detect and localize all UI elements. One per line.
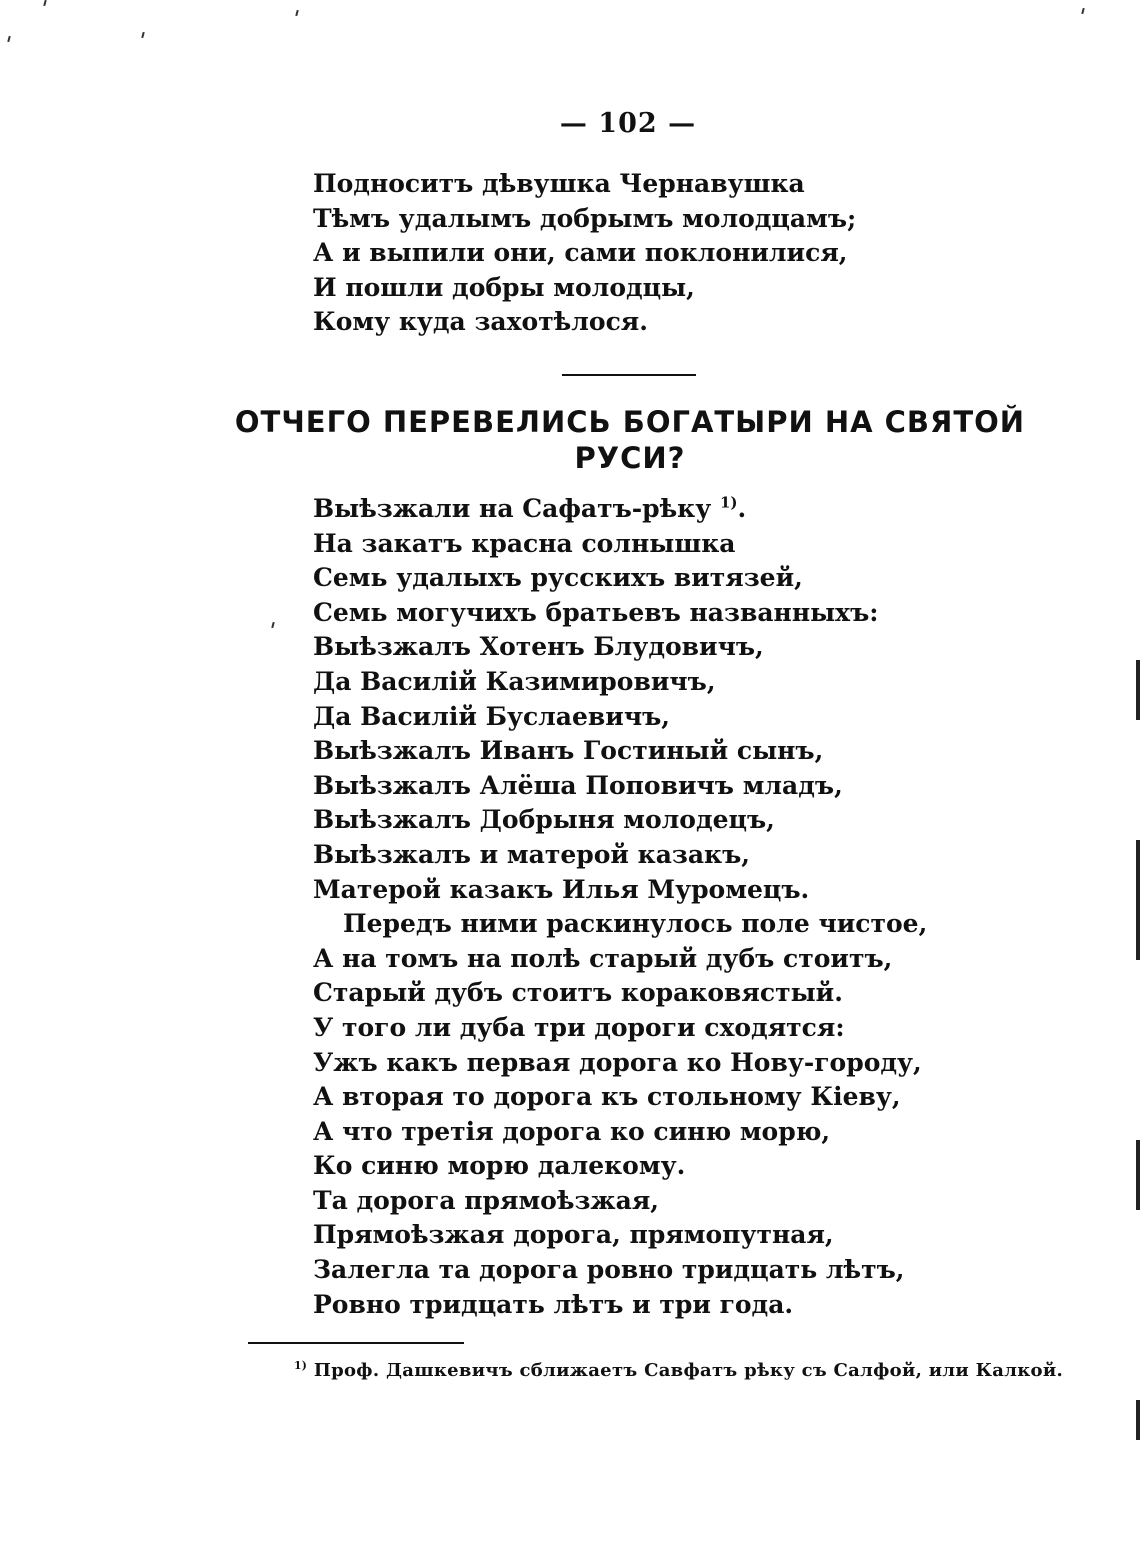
verse-line xyxy=(313,700,927,735)
verse-line xyxy=(313,665,927,700)
verse-line-text: Семь удалыхъ русскихъ витязей, xyxy=(313,563,803,593)
verse-line xyxy=(313,596,927,631)
verse-line xyxy=(313,1218,927,1253)
scan-edge-mark xyxy=(1136,1400,1140,1440)
verse-block-top xyxy=(313,167,856,340)
verse-line xyxy=(313,976,927,1011)
verse-line-text: Выѣзжалъ Добрыня молодецъ, xyxy=(313,805,775,835)
verse-line-text: А что третія дорога ко синю морю, xyxy=(313,1116,831,1146)
section-divider xyxy=(562,374,696,376)
verse-line-text: Ко синю морю далекому. xyxy=(313,1151,686,1181)
verse-line-text: Ровно тридцать лѣтъ и три года. xyxy=(313,1289,794,1319)
verse-line xyxy=(313,1115,927,1150)
verse-line xyxy=(313,1011,927,1046)
verse-line xyxy=(313,1184,927,1219)
scan-speck xyxy=(295,10,298,16)
verse-line-text: А вторая то дорога къ стольному Кіеву, xyxy=(313,1082,901,1112)
verse-line xyxy=(313,803,927,838)
verse-line-text: У того ли дуба три дороги сходятся: xyxy=(313,1012,845,1042)
verse-block-main xyxy=(313,492,927,1322)
verse-line-text: Матерой казакъ Илья Муромецъ. xyxy=(313,874,810,904)
verse-line: И пошли добры молодцы, xyxy=(313,272,695,302)
verse-line xyxy=(313,1080,927,1115)
verse-line xyxy=(313,1149,927,1184)
verse-line-text: Семь могучихъ братьевъ названныхъ: xyxy=(313,597,879,627)
verse-line-text: Выѣзжалъ Иванъ Гостиный сынъ, xyxy=(313,736,824,766)
verse-line-text: Прямоѣзжая дорога, прямопутная, xyxy=(313,1220,834,1250)
verse-line-text: Передъ ними раскинулось поле чистое, xyxy=(343,909,928,939)
verse-line-text: Залегла та дорога ровно тридцать лѣтъ, xyxy=(313,1255,905,1285)
footnote-reference: 1) xyxy=(719,493,738,512)
verse-line xyxy=(313,527,927,562)
verse-line-text: А на томъ на полѣ старый дубъ стоитъ, xyxy=(313,943,893,973)
footnote-divider xyxy=(248,1342,464,1344)
verse-line xyxy=(313,734,927,769)
scan-speck xyxy=(43,0,46,6)
verse-line xyxy=(313,942,927,977)
verse-line xyxy=(313,492,927,527)
verse-line-text: Старый дубъ стоитъ кораковястый. xyxy=(313,978,843,1008)
verse-line-text: Да Василій Буслаевичъ, xyxy=(313,701,671,731)
scan-edge-mark xyxy=(1136,660,1140,720)
verse-line xyxy=(313,1253,927,1288)
verse-line-text: Выѣзжалъ Алёша Поповичъ младъ, xyxy=(313,770,843,800)
verse-line xyxy=(313,561,927,596)
verse-line-text: На закатъ красна солнышка xyxy=(313,528,736,558)
footnote-text: Проф. Дашкевичъ сближаетъ Савфатъ рѣку съ Салфой, или Калкой. xyxy=(313,1360,1064,1381)
verse-line-text: Та дорога прямоѣзжая, xyxy=(313,1185,660,1215)
verse-line-text: Выѣзжалъ Хотенъ Блудовичъ, xyxy=(313,632,764,662)
verse-line: А и выпили они, сами поклонилися, xyxy=(313,238,848,268)
verse-line: Кому куда захотѣлося. xyxy=(313,307,648,337)
verse-line xyxy=(313,873,927,908)
verse-line xyxy=(313,630,927,665)
verse-line-text: Выѣзжалъ и матерой казакъ, xyxy=(313,839,750,869)
footnote xyxy=(294,1360,1063,1381)
scan-edge-mark xyxy=(1136,1140,1140,1210)
verse-line xyxy=(313,907,927,942)
scan-speck xyxy=(141,32,144,38)
verse-line: Тѣмъ удалымъ добрымъ молодцамъ; xyxy=(313,203,857,233)
verse-line-text: Выѣзжали на Сафатъ-рѣку xyxy=(313,494,712,523)
scan-speck xyxy=(1081,8,1084,14)
scan-speck xyxy=(271,622,274,628)
footnote-mark: 1) xyxy=(294,1359,308,1372)
verse-line-punctuation: . xyxy=(737,494,747,523)
verse-line xyxy=(313,769,927,804)
section-heading: ОТЧЕГО ПЕРЕВЕЛИСЬ БОГАТЫРИ НА СВЯТОЙ РУСИ? xyxy=(234,405,1026,475)
scan-edge-mark xyxy=(1136,840,1140,960)
verse-line-text: Ужъ какъ первая дорога ко Нову-городу, xyxy=(313,1047,922,1077)
verse-line xyxy=(313,1046,927,1081)
page-number: — 102 — xyxy=(559,108,697,139)
verse-line: Подноситъ дѣвушка Чернавушка xyxy=(313,169,805,198)
scan-speck xyxy=(7,36,10,42)
verse-line xyxy=(313,838,927,873)
verse-line-text: Да Василій Казимировичъ, xyxy=(313,666,716,696)
verse-line xyxy=(313,1288,927,1323)
